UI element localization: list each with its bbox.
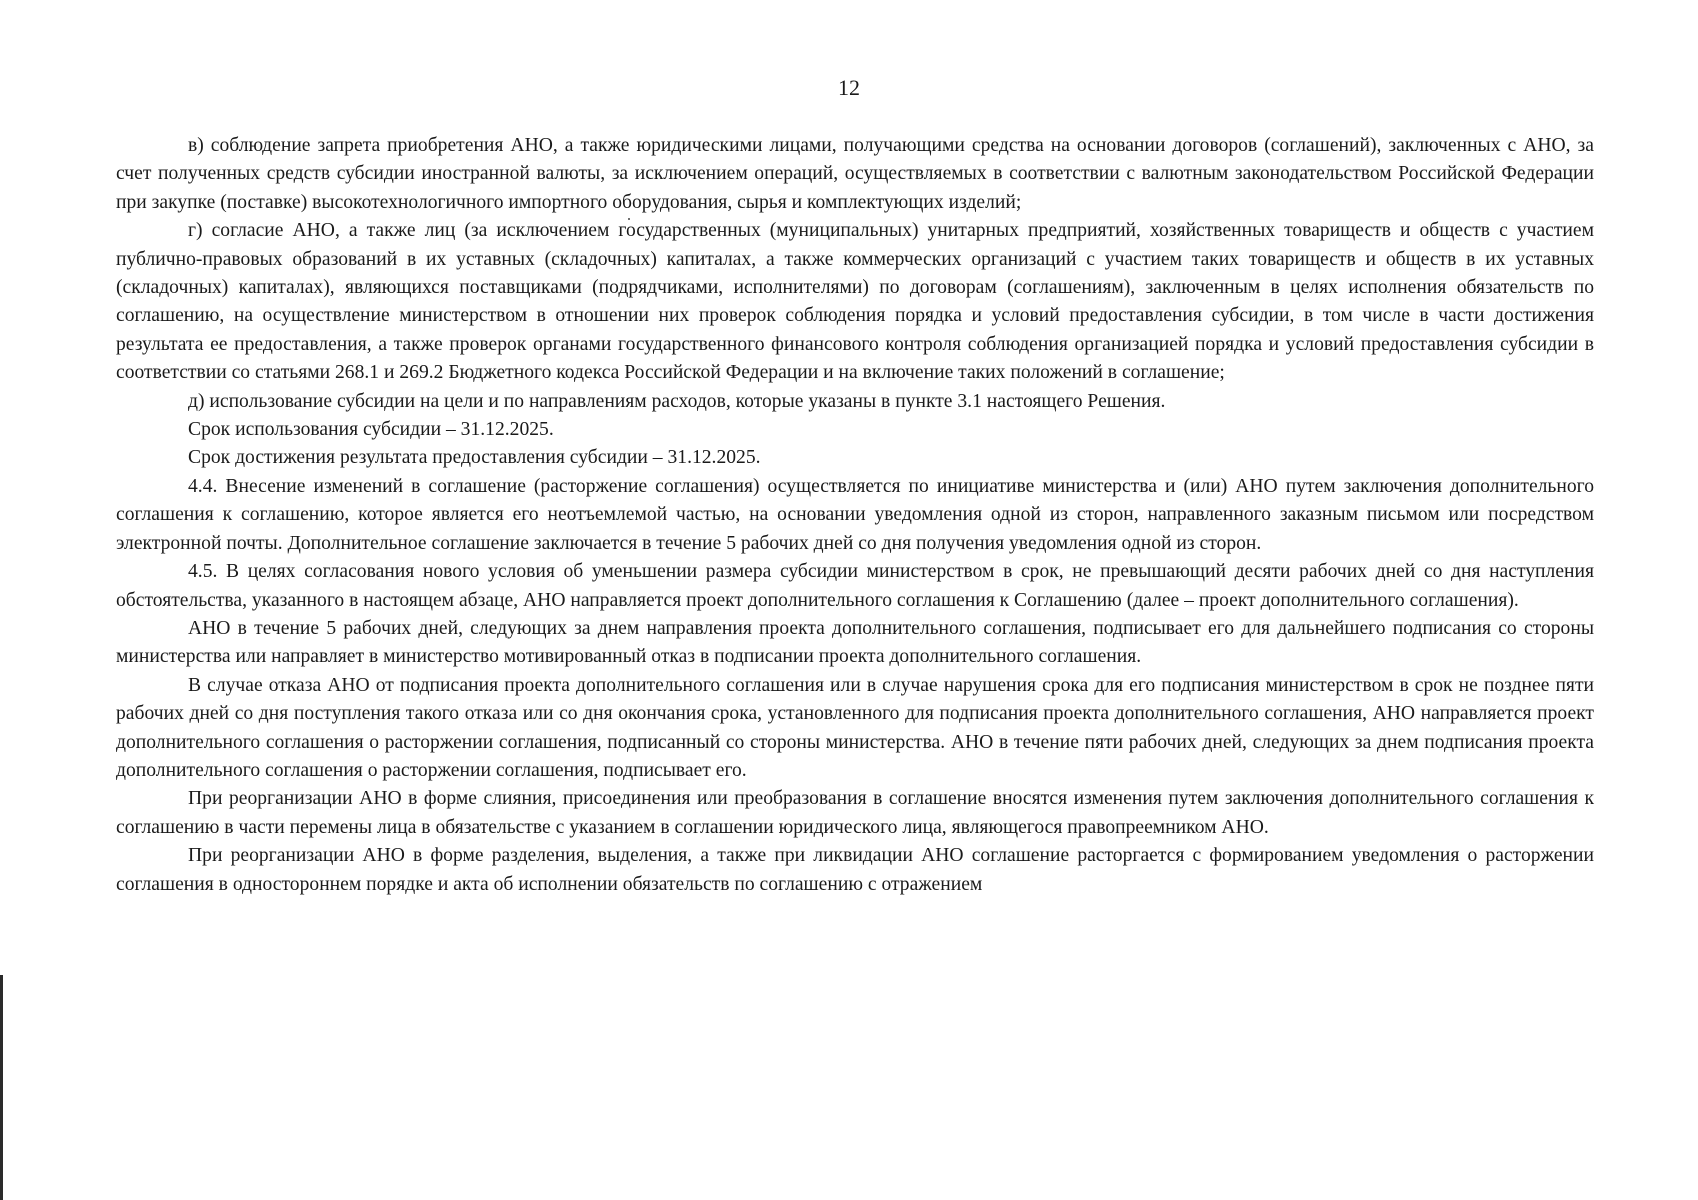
paragraph-reorganization-division: При реорганизации АНО в форме разделения, выделения, а также при ликвидации АНО соглашение расторгается с формированием уведомления о расторжении соглашения в одностороннем порядке и акта об исполнении обязательств по соглашению с отражением — [116, 845, 1594, 895]
paragraph-item-g: г) согласие АНО, а также лиц (за исключением государственных (муниципальных) унитарных предприятий, хозяйственных товариществ и обществ с участием публично-правовых образований в их уставных (складочных) капиталах, а также коммерческих организаций с участием таких товариществ и обществ в их уставных (складочных) капиталах), являющихся поставщиками (подрядчиками, исполнителями) по договорам (соглашениям), заключенным в целях исполнения обязательств по соглашению, на осуществление министерством в отношении них проверок соблюдения порядка и условий предоставления субсидии, в том числе в части достижения результата ее предоставления, а также проверок органами государственного финансового контроля соблюдения организацией порядка и условий предоставления субсидии в соответствии со статьями 268.1 и 269.2 Бюджетного кодекса Российской Федерации и на включение таких положений в соглашение; — [116, 220, 1594, 384]
scan-speck — [628, 218, 630, 220]
paragraph-item-d: д) использование субсидии на цели и по направлениям расходов, которые указаны в пункте 3.1 настоящего Решения. — [188, 390, 1166, 412]
document-body — [116, 132, 1594, 899]
paragraph-result-deadline: Срок достижения результата предоставления субсидии – 31.12.2025. — [188, 447, 761, 469]
paragraph-item-v: в) соблюдение запрета приобретения АНО, а также юридическими лицами, получающими средства на основании договоров (соглашений), заключенных с АНО, за счет полученных средств субсидии иностранной валюты, за исключением операций, осуществляемых в соответствии с валютным законодательством Российской Федерации при закупке (поставке) высокотехнологичного импортного оборудования, сырья и комплектующих изделий; — [116, 135, 1594, 213]
paragraph-refusal-case: В случае отказа АНО от подписания проекта дополнительного соглашения или в случае нарушения срока для его подписания министерством в срок не позднее пяти рабочих дней со дня поступления такого отказа или со дня окончания срока, установленного для подписания проекта дополнительного соглашения, АНО направляется проект дополнительного соглашения о расторжении соглашения, подписанный со стороны министерства. АНО в течение пяти рабочих дней, следующих за днем подписания проекта дополнительного соглашения о расторжении соглашения, подписывает его. — [116, 674, 1594, 781]
paragraph-signing-period: АНО в течение 5 рабочих дней, следующих за днем направления проекта дополнительного соглашения, подписывает его для дальнейшего подписания со стороны министерства или направляет в министерство мотивированный отказ в подписании проекта дополнительного соглашения. — [116, 617, 1594, 668]
paragraph-reorganization-merger: При реорганизации АНО в форме слияния, присоединения или преобразования в соглашение вносятся изменения путем заключения дополнительного соглашения к соглашению в части перемены лица в обязательстве с указанием в соглашении юридического лица, являющегося правопреемником АНО. — [116, 788, 1594, 838]
page-number: 12 — [838, 75, 860, 100]
paragraph-usage-deadline: Срок использования субсидии – 31.12.2025. — [188, 419, 554, 441]
scan-edge-shadow — [0, 975, 3, 1200]
paragraph-clause-4-5: 4.5. В целях согласования нового условия об уменьшении размера субсидии министерством в срок, не превышающий десяти рабочих дней со дня наступления обстоятельства, указанного в настоящем абзаце, АНО направляется проект дополнительного соглашения к Соглашению (далее – проект дополнительного соглашения). — [116, 561, 1594, 611]
paragraph-clause-4-4: 4.4. Внесение изменений в соглашение (расторжение соглашения) осуществляется по инициативе министерства и (или) АНО путем заключения дополнительного соглашения к соглашению, которое является его неотъемлемой частью, на основании уведомления одной из сторон, направленного заказным письмом или посредством электронной почты. Дополнительное соглашение заключается в течение 5 рабочих дней со дня получения уведомления одной из сторон. — [116, 475, 1594, 554]
